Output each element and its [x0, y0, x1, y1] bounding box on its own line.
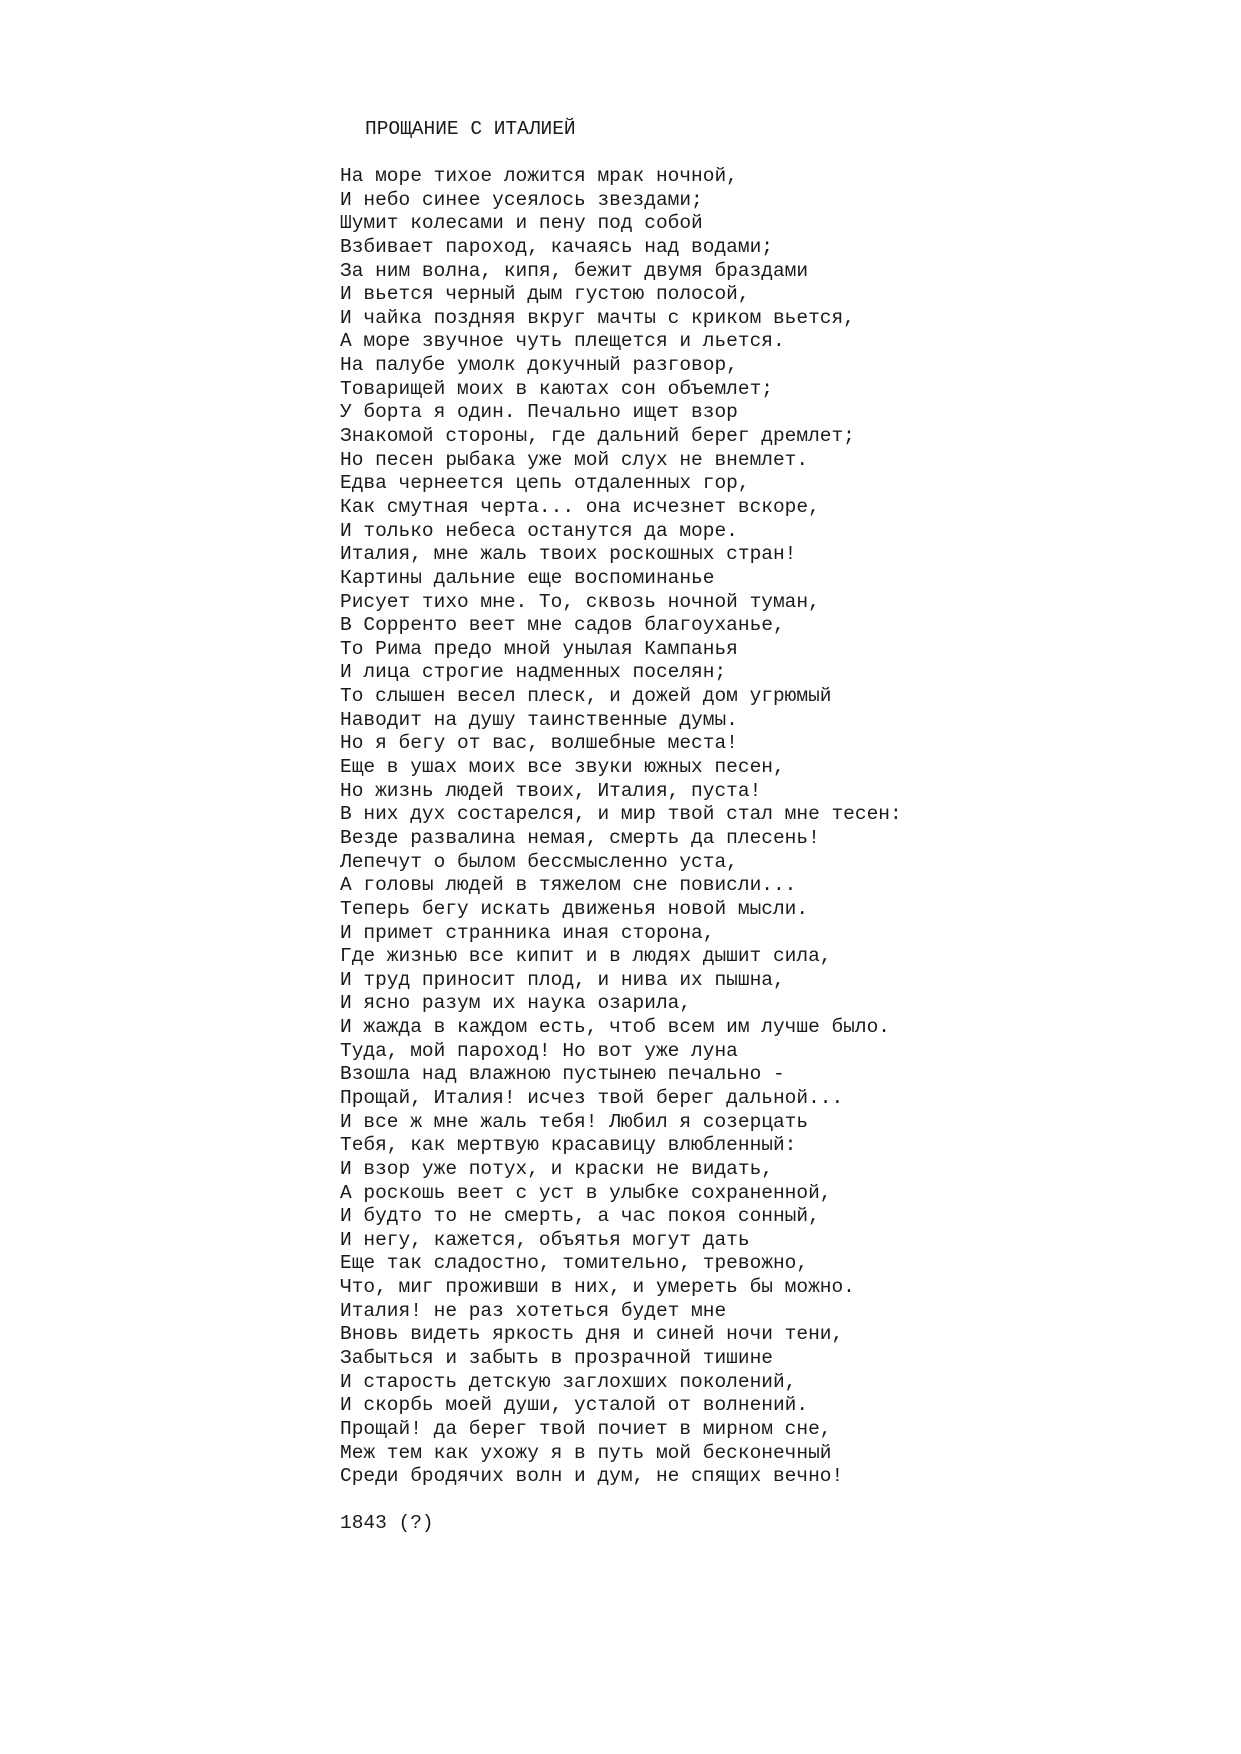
- poem-line: Забыться и забыть в прозрачной тишине: [340, 1347, 773, 1370]
- poem-line: Еще в ушах моих все звуки южных песен,: [340, 756, 785, 779]
- poem-line: Вновь видеть яркость дня и синей ночи тени,: [340, 1323, 844, 1346]
- poem-line: И взор уже потух, и краски не видать,: [340, 1157, 773, 1180]
- poem-line: Рисует тихо мне. То, сквозь ночной туман,: [340, 590, 820, 613]
- poem-line: Что, миг проживши в них, и умереть бы можно.: [340, 1276, 855, 1299]
- poem-line: И лица строгие надменных поселян;: [340, 661, 727, 684]
- poem-line: И все ж мне жаль тебя! Любил я созерцать: [340, 1110, 809, 1133]
- poem-line: Еще так сладостно, томительно, тревожно,: [340, 1252, 809, 1275]
- poem-line: Шумит колесами и пену под собой: [340, 212, 703, 235]
- poem-line: И только небеса останутся да море.: [340, 519, 738, 542]
- poem-line: Тебя, как мертвую красавицу влюбленный:: [340, 1134, 797, 1157]
- poem-line: Товарищей моих в каютах сон объемлет;: [340, 377, 773, 400]
- poem-line: За ним волна, кипя, бежит двумя браздами: [340, 259, 809, 282]
- poem-line: То слышен весел плеск, и дожей дом угрюмый: [340, 685, 832, 708]
- poem-line: Взошла над влажною пустынею печально -: [340, 1063, 785, 1086]
- poem-line: И жажда в каждом есть, чтоб всем им лучше было.: [340, 1016, 890, 1039]
- poem-line: Туда, мой пароход! Но вот уже луна: [340, 1039, 738, 1062]
- poem-line: Прощай! да берег твой почиет в мирном сне,: [340, 1417, 832, 1440]
- poem-line: И вьется черный дым густою полосой,: [340, 283, 750, 306]
- poem-line: Как смутная черта... она исчезнет вскоре,: [340, 495, 820, 518]
- poem-line: В Сорренто веет мне садов благоуханье,: [340, 614, 785, 637]
- poem-line: Теперь бегу искать движенья новой мысли.: [340, 897, 809, 920]
- poem-line: И будто то не смерть, а час покоя сонный,: [340, 1205, 820, 1228]
- poem-line: Но я бегу от вас, волшебные места!: [340, 732, 738, 755]
- poem-line: Но жизнь людей твоих, Италия, пуста!: [340, 779, 762, 802]
- poem-line: Везде развалина немая, смерть да плесень!: [340, 826, 820, 849]
- poem-line: То Рима предо мной унылая Кампанья: [340, 637, 738, 660]
- poem-line: А роскошь веет с уст в улыбке сохраненной,: [340, 1181, 832, 1204]
- poem-title: ПРОЩАНИЕ С ИТАЛИЕЙ: [365, 118, 576, 140]
- poem-line: И чайка поздняя вкруг мачты с криком вьется,: [340, 306, 855, 329]
- poem-line: Прощай, Италия! исчез твой берег дальной...: [340, 1086, 844, 1109]
- poem-line: Лепечут о былом бессмысленно уста,: [340, 850, 738, 873]
- poem-line: Знакомой стороны, где дальний берег дремлет;: [340, 425, 855, 448]
- poem-line: У борта я один. Печально ищет взор: [340, 401, 738, 424]
- poem-line: На палубе умолк докучный разговор,: [340, 354, 738, 377]
- poem-line: И старость детскую заглохших поколений,: [340, 1370, 797, 1393]
- poem-line: Среди бродячих волн и дум, не спящих вечно!: [340, 1465, 844, 1488]
- poem-line: И небо синее усеялось звездами;: [340, 188, 703, 211]
- poem-line: Италия! не раз хотеться будет мне: [340, 1299, 727, 1322]
- poem-line: Наводит на душу таинственные думы.: [340, 708, 738, 731]
- poem-line: Едва чернеется цепь отдаленных гор,: [340, 472, 750, 495]
- poem-line: Меж тем как ухожу я в путь мой бесконечный: [340, 1441, 832, 1464]
- poem-date: 1843 (?): [340, 1512, 434, 1534]
- poem-line: На море тихое ложится мрак ночной,: [340, 165, 738, 187]
- poem-line: И ясно разум их наука озарила,: [340, 992, 692, 1015]
- poem-line: Но песен рыбака уже мой слух не внемлет.: [340, 448, 809, 471]
- poem-body: [340, 165, 902, 1489]
- poem-line: И примет странника иная сторона,: [340, 921, 715, 944]
- poem-line: В них дух состарелся, и мир твой стал мне тесен:: [340, 803, 902, 826]
- poem-line: Италия, мне жаль твоих роскошных стран!: [340, 543, 797, 566]
- poem-line: И труд приносит плод, и нива их пышна,: [340, 968, 785, 991]
- poem-line: А море звучное чуть плещется и льется.: [340, 330, 785, 353]
- poem-line: Картины дальние еще воспоминанье: [340, 566, 715, 589]
- poem-line: А головы людей в тяжелом сне повисли...: [340, 874, 797, 897]
- poem-line: Взбивает пароход, качаясь над водами;: [340, 235, 773, 258]
- poem-line: И скорбь моей души, усталой от волнений.: [340, 1394, 809, 1417]
- poem-line: И негу, кажется, объятья могут дать: [340, 1228, 750, 1251]
- poem-line: Где жизнью все кипит и в людях дышит сила,: [340, 945, 832, 968]
